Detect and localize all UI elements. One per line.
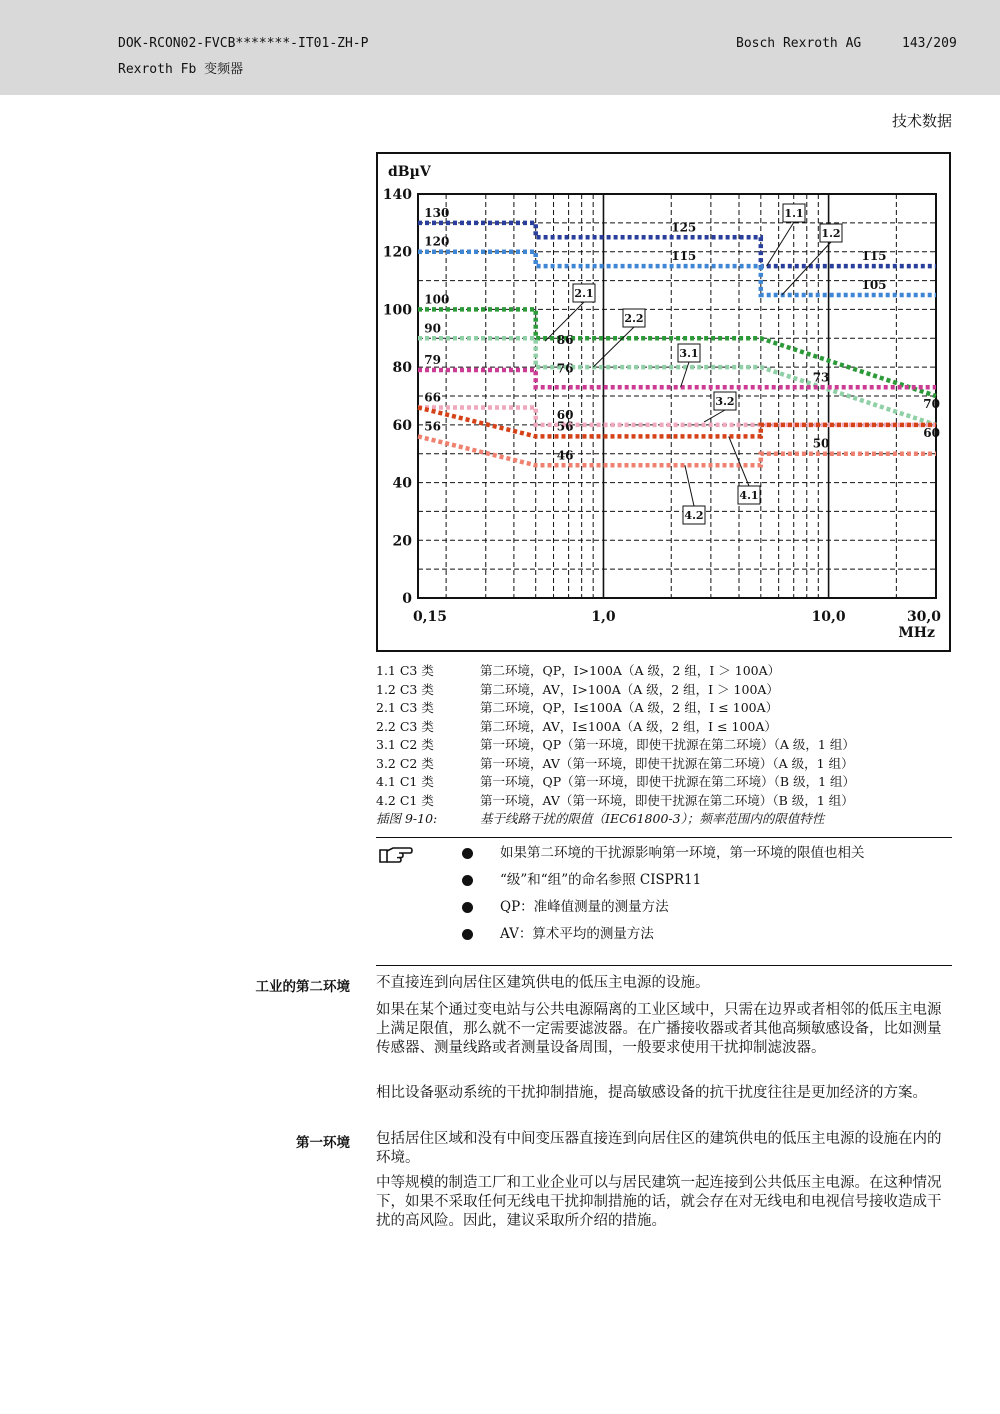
x-tick-label: 30,0: [906, 609, 942, 625]
y-tick-label: 60: [392, 417, 412, 434]
callout-leader: [593, 327, 634, 367]
bullet-icon: [462, 929, 473, 940]
bullet-icon: [462, 902, 473, 913]
callout-leader: [782, 242, 831, 295]
chart-frame: [376, 152, 951, 652]
y-tick-label: 0: [402, 591, 412, 607]
data-label: 66: [424, 390, 442, 405]
data-label: 56: [424, 419, 442, 434]
y-tick-label: 120: [382, 244, 412, 261]
data-label: 79: [424, 353, 442, 368]
data-label: 130: [424, 205, 450, 220]
x-axis-label: MHz: [898, 625, 935, 641]
legend-key: 4.1 C1 类: [376, 774, 434, 789]
series-line-2-1: [418, 309, 936, 396]
emission-limit-chart: [378, 154, 949, 650]
divider: [376, 965, 952, 966]
caption-text: 基于线路干扰的限值（IEC61800-3）；频率范围内的限值特性: [480, 811, 825, 826]
page-header: [0, 0, 1000, 95]
paragraph: 包括居住区域和没有中间变压器直接连到向居住区的建筑供电的低压主电源的设施在内的环境。: [376, 1131, 942, 1166]
callout-leader: [767, 222, 794, 266]
series-line-2-2: [418, 338, 936, 425]
legend-key: 3.1 C2 类: [376, 737, 434, 752]
y-tick-label: 20: [392, 533, 412, 550]
callout-label: 2.1: [574, 287, 594, 300]
legend-text: 第二环境，AV，I≤100A（A 级，2 组，I ≤ 100A）: [480, 718, 777, 734]
divider: [376, 837, 952, 838]
section-title: 技术数据: [891, 112, 952, 130]
paragraph: 中等规模的制造工厂和工业企业可以与居民建筑一起连接到公共低压主电源。在这种情况下，如果不采取任何无线电干扰抑制措施的话，就会存在对无线电和电视信号接收造成干扰的高风险。因此，建议采取所介绍的措施。: [376, 1175, 942, 1229]
legend-key: 2.2 C3 类: [376, 718, 434, 734]
legend-item: [376, 736, 855, 755]
legend-item: [376, 773, 855, 792]
list-item: [462, 871, 952, 890]
data-label: 125: [671, 220, 697, 235]
legend-item: [376, 662, 855, 681]
legend-item: [376, 681, 855, 700]
data-label: 90: [424, 321, 442, 336]
legend-key: 1.2 C3 类: [376, 681, 434, 697]
bullet-icon: [462, 848, 473, 859]
callout-label: 3.2: [715, 395, 735, 408]
data-label: 56: [556, 419, 574, 434]
bullet-text: AV：算术平均的测量方法: [500, 926, 654, 942]
data-label: 50: [812, 436, 830, 451]
data-label: 115: [861, 249, 887, 264]
document-subtitle: Rexroth Fb 变频器: [118, 62, 244, 77]
bullet-icon: [462, 875, 473, 886]
data-label: 60: [923, 425, 940, 440]
list-item: [462, 898, 952, 917]
y-tick-label: 140: [382, 187, 412, 203]
x-tick-label: 1,0: [591, 609, 616, 625]
series-line-3-1: [418, 370, 936, 387]
series-line-3-2: [418, 408, 936, 425]
note-bullets: [462, 844, 952, 952]
legend-text: 第一环境，QP（第一环境，即使干扰源在第二环境）（B 级，1 组）: [480, 774, 855, 789]
x-tick-label: 10,0: [811, 609, 846, 625]
legend-item: [376, 755, 855, 774]
callout-leader: [685, 465, 694, 506]
side-heading: 第一环境: [296, 1135, 350, 1151]
data-label: 100: [424, 292, 450, 307]
legend-key: 4.2 C1 类: [376, 792, 434, 808]
data-label: 115: [671, 249, 697, 264]
legend-key: 2.1 C3 类: [376, 700, 434, 715]
legend-key: 1.1 C3 类: [376, 663, 434, 678]
series-line-4-2: [418, 436, 936, 465]
callout-label: 4.2: [684, 509, 704, 522]
legend-text: 第一环境，AV（第一环境，即使干扰源在第二环境）（B 级，1 组）: [480, 792, 854, 808]
bullet-text: “级”和“组”的命名参照 CISPR11: [500, 872, 702, 888]
legend-text: 第一环境，AV（第一环境，即使干扰源在第二环境）（A 级，1 组）: [480, 755, 854, 771]
figure-caption: [376, 810, 855, 829]
pointing-hand-icon: [378, 844, 414, 866]
legend-text: 第二环境，QP，I>100A（A 级，2 组，I ＞ 100A）: [480, 663, 781, 678]
list-item: [462, 844, 952, 863]
data-label: 60: [556, 407, 574, 422]
legend-item: [376, 792, 855, 811]
caption-key: 插图 9-10:: [376, 811, 438, 826]
callout-label: 1.2: [821, 227, 841, 240]
bullet-text: 如果第二环境的干扰源影响第一环境，第一环境的限值也相关: [500, 845, 865, 861]
legend-item: [376, 699, 855, 718]
y-axis-label: dBµV: [388, 164, 431, 180]
paragraph: 相比设备驱动系统的干扰抑制措施，提高敏感设备的抗干扰度往往是更加经济的方案。: [376, 1085, 927, 1101]
bullet-text: QP：准峰值测量的测量方法: [500, 899, 669, 915]
paragraph: 不直接连到向居住区建筑供电的低压主电源的设施。: [376, 975, 710, 991]
chart-legend: [376, 662, 855, 829]
data-label: 73: [812, 370, 830, 385]
list-item: [462, 925, 952, 944]
y-tick-label: 100: [382, 302, 412, 319]
callout-label: 3.1: [679, 347, 699, 360]
data-label: 86: [556, 332, 574, 347]
data-label: 70: [923, 397, 940, 411]
y-tick-label: 80: [392, 360, 412, 377]
legend-key: 3.2 C2 类: [376, 755, 434, 771]
page-number: 143/209: [902, 36, 957, 51]
document-id: DOK-RCON02-FVCB*******-IT01-ZH-P: [118, 36, 369, 51]
side-heading: 工业的第二环境: [255, 979, 350, 995]
data-label: 105: [861, 278, 887, 292]
data-label: 120: [424, 234, 450, 249]
legend-text: 第二环境，QP，I≤100A（A 级，2 组，I ≤ 100A）: [480, 700, 779, 715]
legend-text: 第二环境，AV，I>100A（A 级，2 组，I ＞ 100A）: [480, 681, 779, 697]
legend-text: 第一环境，QP（第一环境，即使干扰源在第二环境）（A 级，1 组）: [480, 737, 855, 752]
legend-item: [376, 718, 855, 737]
x-tick-label: 0,15: [412, 609, 448, 625]
paragraph: 如果在某个通过变电站与公共电源隔离的工业区域中，只需在边界或者相邻的低压主电源上满足限值，那么就不一定需要滤波器。在广播接收器或者其他高频敏感设备，比如测量传感器、测量线路或者测量设备周围，一般要求使用干扰抑制滤波器。: [376, 1002, 942, 1056]
data-label: 76: [556, 361, 574, 376]
data-label: 46: [556, 448, 574, 463]
series-line-4-1: [418, 408, 936, 437]
callout-label: 2.2: [624, 312, 644, 325]
callout-label: 1.1: [784, 207, 804, 220]
y-tick-label: 40: [392, 475, 412, 492]
callout-leader: [704, 410, 725, 422]
company-name: Bosch Rexroth AG: [736, 36, 862, 51]
callout-label: 4.1: [739, 489, 759, 502]
